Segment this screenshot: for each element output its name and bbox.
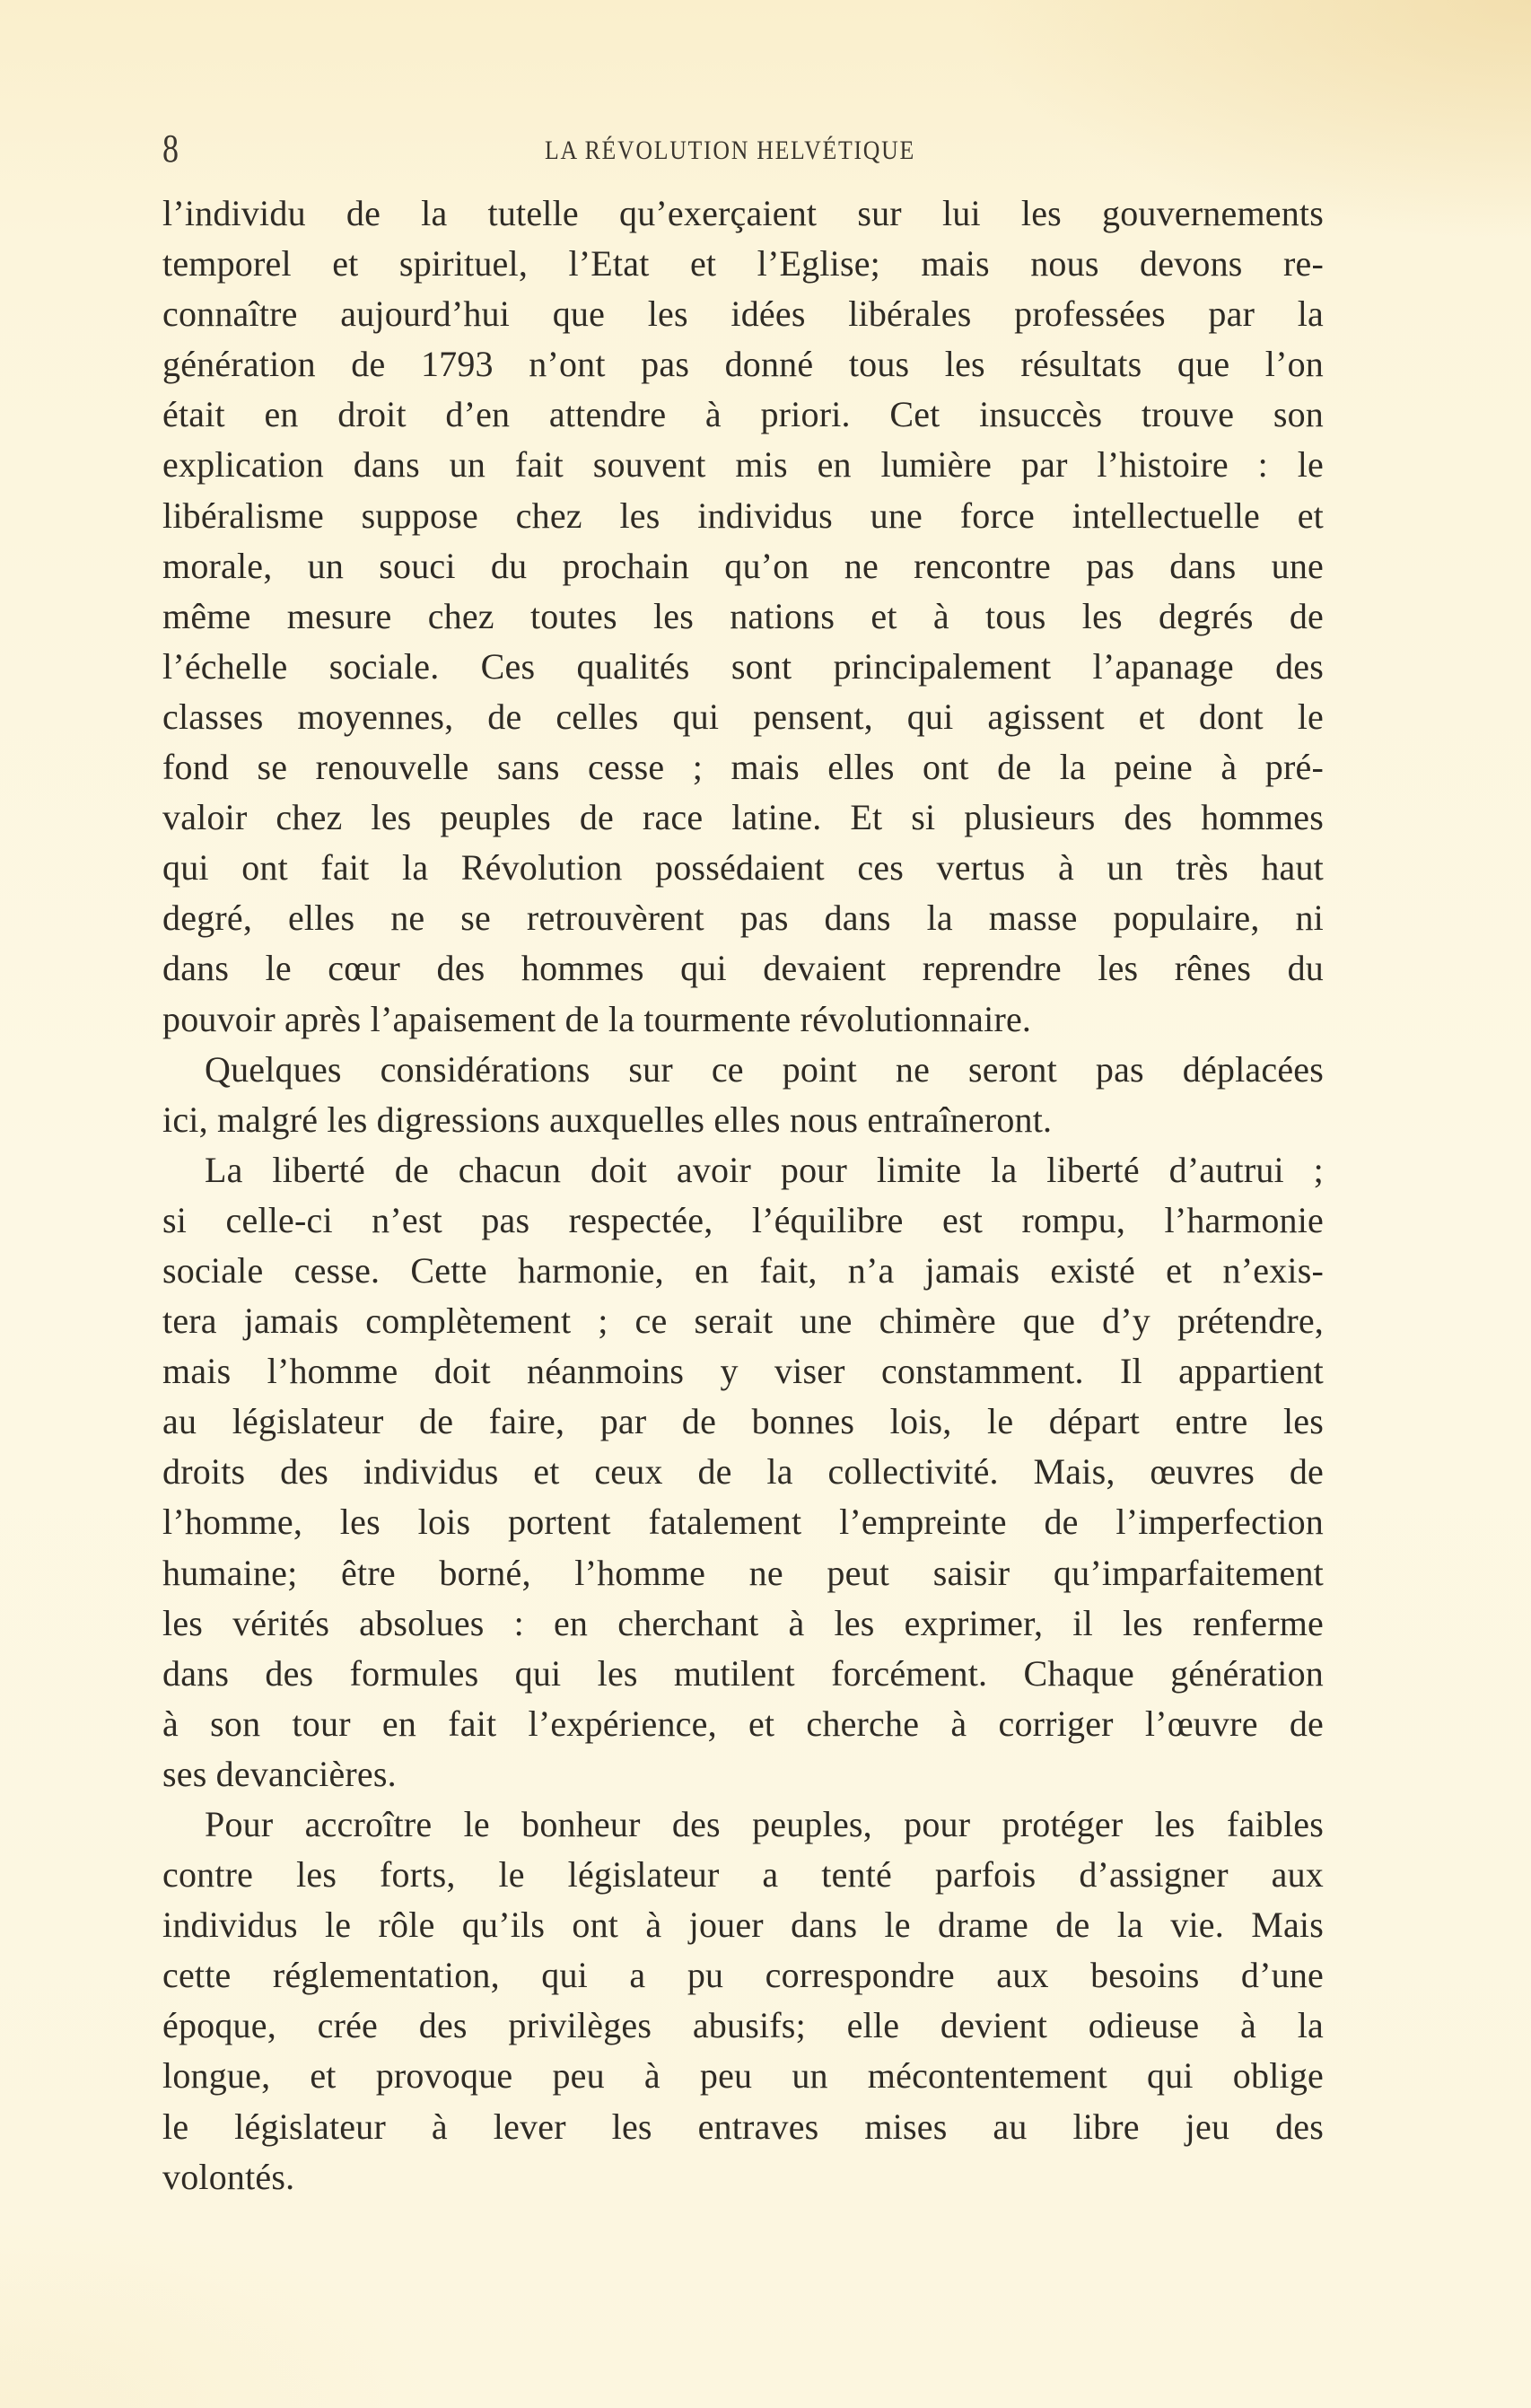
text-line: qui ont fait la Révolution possédaient ces vertus à un très haut (162, 847, 1324, 889)
paragraph (162, 1145, 1324, 1799)
text-line: l’échelle sociale. Ces qualités sont principalement l’apanage des (162, 645, 1324, 687)
text-line: pouvoir après l’apaisement de la tourmente révolutionnaire. (162, 998, 1032, 1039)
text-line: valoir chez les peuples de race latine. Et si plusieurs des hommes (162, 797, 1324, 838)
text-line: degré, elles ne se retrouvèrent pas dans la masse populaire, ni (162, 898, 1324, 939)
text-line: contre les forts, le législateur a tenté parfois d’assigner aux (162, 1854, 1324, 1896)
paragraph (162, 1799, 1324, 2202)
text-line: temporel et spirituel, l’Etat et l’Eglise; mais nous devons re- (162, 243, 1324, 285)
text-line: les vérités absolues : en cherchant à les exprimer, il les renferme (162, 1602, 1324, 1643)
text-line: le législateur à lever les entraves mises au libre jeu des (162, 2106, 1324, 2147)
text-line: volontés. (162, 2156, 295, 2197)
text-line: mais l’homme doit néanmoins y viser constamment. Il appartient (162, 1351, 1324, 1392)
text-line: à son tour en fait l’expérience, et cherche à corriger l’œuvre de (162, 1703, 1324, 1744)
text-line: l’homme, les lois portent fatalement l’empreinte de l’imperfection (162, 1502, 1324, 1543)
text-line: longue, et provoque peu à peu un mécontentement qui oblige (162, 2055, 1324, 2097)
text-line: dans le cœur des hommes qui devaient reprendre les rênes du (162, 948, 1324, 989)
text-line: connaître aujourd’hui que les idées libérales professées par la (162, 293, 1324, 335)
page-number: 8 (162, 127, 179, 171)
text-line: fond se renouvelle sans cesse ; mais elles ont de la peine à pré- (162, 747, 1324, 788)
text-line: génération de 1793 n’ont pas donné tous les résultats que l’on (162, 344, 1324, 385)
text-line: morale, un souci du prochain qu’on ne rencontre pas dans une (162, 545, 1324, 586)
text-line: même mesure chez toutes les nations et à tous les degrés de (162, 595, 1324, 636)
text-line: époque, crée des privilèges abusifs; elle devient odieuse à la (162, 2005, 1324, 2046)
text-line: dans des formules qui les mutilent forcément. Chaque génération (162, 1652, 1324, 1694)
text-line: explication dans un fait souvent mis en lumière par l’histoire : le (162, 444, 1324, 486)
text-line: au législateur de faire, par de bonnes lois, le départ entre les (162, 1401, 1324, 1442)
text-line: tera jamais complètement ; ce serait une chimère que d’y prétendre, (162, 1300, 1324, 1342)
text-line: individus le rôle qu’ils ont à jouer dans le drame de la vie. Mais (162, 1905, 1324, 1946)
text-line: humaine; être borné, l’homme ne peut saisir qu’imparfaitement (162, 1552, 1324, 1593)
text-line: était en droit d’en attendre à priori. Cet insuccès trouve son (162, 394, 1324, 435)
text-line: l’individu de la tutelle qu’exerçaient sur lui les gouvernements (162, 193, 1324, 233)
text-line: Pour accroître le bonheur des peuples, pour protéger les faibles (205, 1804, 1324, 1844)
running-title: LA RÉVOLUTION HELVÉTIQUE (545, 136, 915, 165)
text-line: cette réglementation, qui a pu correspondre aux besoins d’une (162, 1955, 1324, 1996)
paragraph (162, 188, 1324, 1045)
text-line: Quelques considérations sur ce point ne seront pas déplacées (205, 1048, 1324, 1090)
text-line: droits des individus et ceux de la collectivité. Mais, œuvres de (162, 1451, 1324, 1493)
text-line: ici, malgré les digressions auxquelles elles nous entraîneront. (162, 1099, 1053, 1140)
body-text (162, 188, 1324, 2202)
text-line: si celle-ci n’est pas respectée, l’équilibre est rompu, l’harmonie (162, 1199, 1324, 1240)
paragraph (162, 1045, 1324, 1145)
text-line: classes moyennes, de celles qui pensent, qui agissent et dont le (162, 696, 1324, 737)
text-line: La liberté de chacun doit avoir pour limite la liberté d’autrui ; (205, 1149, 1324, 1190)
text-line: ses devancières. (162, 1753, 397, 1794)
running-header (162, 124, 1324, 174)
text-line: sociale cesse. Cette harmonie, en fait, n’a jamais existé et n’exis- (162, 1249, 1324, 1291)
text-line: libéralisme suppose chez les individus une force intellectuelle et (162, 495, 1324, 536)
